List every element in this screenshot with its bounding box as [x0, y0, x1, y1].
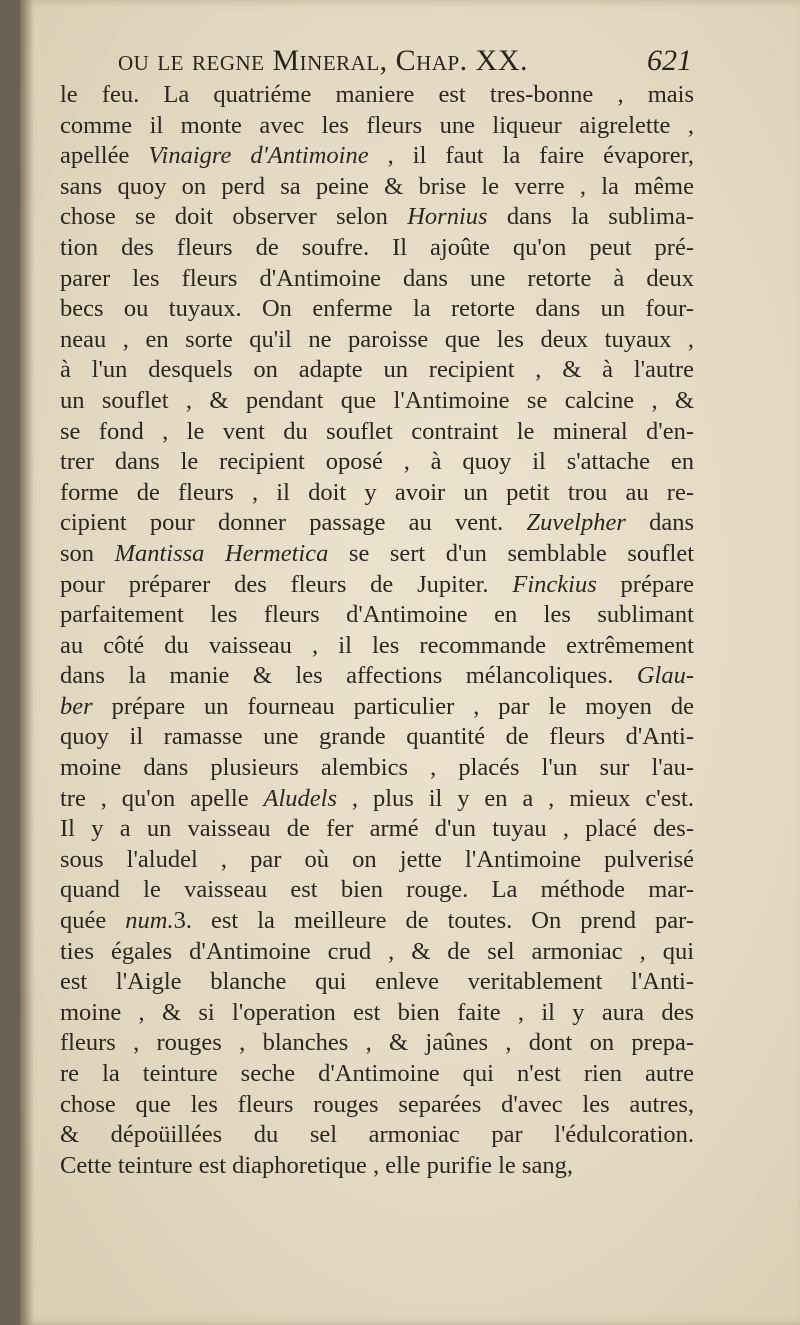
text-line: est l'Aigle blanche qui enleve veritablement l'Anti- — [60, 968, 694, 996]
running-title: ou le regne Mineral, Chap. XX. — [118, 44, 528, 77]
book-page — [20, 0, 800, 1325]
text-line: son Mantissa Hermetica se sert d'un semblable souflet — [60, 539, 694, 567]
text-line: apellée Vinaigre d'Antimoine , il faut la faire évaporer, — [60, 142, 694, 170]
text-line: se fond , le vent du souflet contraint le mineral d'en- — [60, 417, 694, 445]
italic-term: Mantissa Hermetica — [114, 539, 329, 567]
text-line: quand le vaisseau est bien rouge. La méthode mar- — [60, 876, 694, 904]
text-line: Cette teinture est diaphoretique , elle purifie le sang, — [60, 1151, 573, 1179]
body-text — [60, 80, 694, 1181]
text-line: ties égales d'Antimoine crud , & de sel armoniac , qui — [60, 937, 694, 965]
text-line: cipient pour donner passage au vent. Zuvelpher dans — [60, 509, 694, 537]
text-line: moine , & si l'operation est bien faite , il y aura des — [60, 998, 694, 1026]
text-line: & dépoüillées du sel armoniac par l'édulcoration. — [60, 1121, 694, 1149]
text-line: chose se doit observer selon Hornius dans la sublima- — [60, 203, 695, 231]
text-line: moine dans plusieurs alembics , placés l'un sur l'au- — [60, 754, 694, 782]
text-line: sans quoy on perd sa peine & brise le verre , la même — [60, 172, 694, 200]
italic-term: num. — [125, 907, 174, 935]
text-line: parfaitement les fleurs d'Antimoine en les sublimant — [60, 601, 694, 629]
text-line: neau , en sorte qu'il ne paroisse que les deux tuyaux , — [60, 325, 694, 353]
italic-term: ber — [60, 692, 93, 720]
text-line: ber prépare un fourneau particulier , par le moyen de — [60, 692, 694, 720]
text-line: chose que les fleurs rouges separées d'avec les autres, — [60, 1090, 694, 1118]
text-line: pour préparer des fleurs de Jupiter. Finckius prépare — [60, 570, 694, 598]
text-line: forme de fleurs , il doit y avoir un petit trou au re- — [60, 478, 694, 506]
text-line: trer dans le recipient oposé , à quoy il s'attache en — [60, 448, 694, 476]
text-line: sous l'aludel , par où on jette l'Antimoine pulverisé — [60, 845, 694, 873]
text-line: le feu. La quatriéme maniere est tres-bonne , mais — [60, 81, 694, 108]
italic-term: Vinaigre d'Antimoine — [148, 142, 369, 170]
text-line: un souflet , & pendant que l'Antimoine se calcine , & — [60, 386, 694, 414]
italic-term: Zuvelpher — [526, 509, 626, 537]
italic-term: Glau- — [636, 662, 694, 690]
text-line: au côté du vaisseau , il les recommande extrêmement — [60, 631, 694, 659]
text-line: tion des fleurs de soufre. Il ajoûte qu'on peut pré- — [60, 233, 694, 261]
italic-term: Aludels — [263, 784, 337, 812]
text-line: parer les fleurs d'Antimoine dans une retorte à deux — [60, 264, 694, 292]
page-header — [118, 44, 692, 84]
text-line: Il y a un vaisseau de fer armé d'un tuyau , placé des- — [60, 815, 694, 843]
text-line: comme il monte avec les fleurs une liqueur aigrelette , — [60, 111, 694, 139]
text-line: quée num.3. est la meilleure de toutes. On prend par- — [60, 907, 695, 935]
italic-term: Finckius — [512, 570, 597, 598]
gutter-shadow — [20, 0, 34, 1325]
text-line: à l'un desquels on adapte un recipient , & à l'autre — [60, 356, 694, 384]
text-line: tre , qu'on apelle Aludels , plus il y en a , mieux c'est. — [60, 784, 694, 812]
text-line: fleurs , rouges , blanches , & jaûnes , dont on prepa- — [60, 1029, 694, 1057]
page-number: 621 — [647, 44, 692, 77]
text-line: becs ou tuyaux. On enferme la retorte dans un four- — [60, 295, 694, 323]
italic-term: Hornius — [407, 203, 488, 231]
text-line: re la teinture seche d'Antimoine qui n'est rien autre — [60, 1060, 694, 1087]
text-line: quoy il ramasse une grande quantité de fleurs d'Anti- — [60, 723, 694, 751]
text-line: dans la manie & les affections mélancoliques. Glau- — [60, 662, 694, 690]
